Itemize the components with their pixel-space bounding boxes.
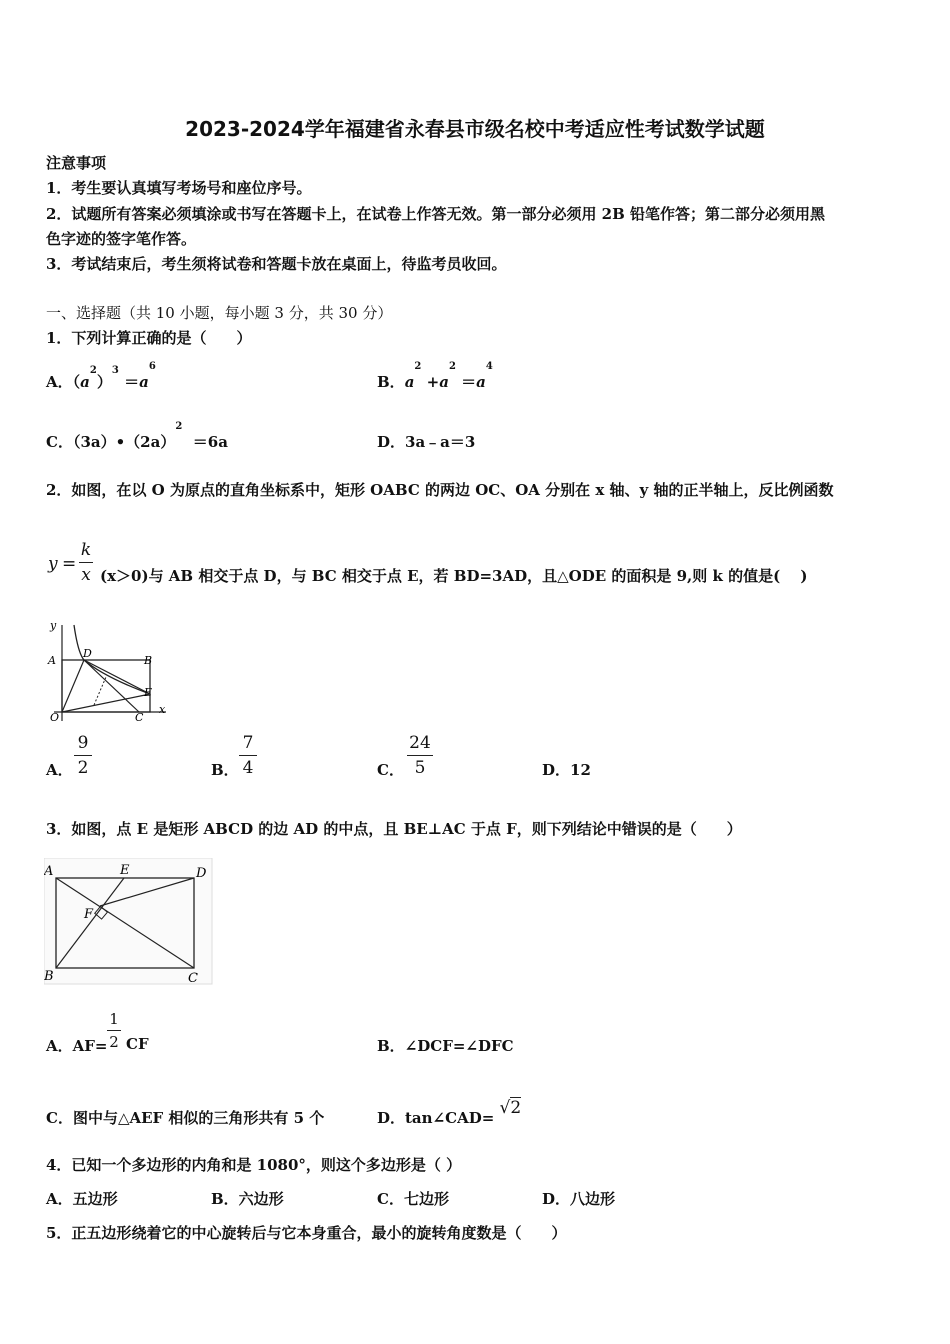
q1-option-c: C．$(3a)•(2a)^2 =6a$: [46, 421, 228, 451]
q5-stem: 5．正五边形绕着它的中心旋转后与它本身重合，最小的旋转角度数是（ ）: [46, 1224, 567, 1242]
q4-option-a: A．五边形: [46, 1190, 118, 1208]
q2-option-b-label: B．: [211, 761, 239, 779]
q1-stem: 1．下列计算正确的是（ ）: [46, 329, 252, 347]
q2-line-od: [62, 660, 84, 712]
q3-option-a-tail: CF: [126, 1035, 149, 1053]
q3-label-e: E: [120, 863, 130, 878]
page-title: 2023-2024学年福建省永春县市级名校中考适应性考试数学试题: [185, 117, 765, 141]
q3-label-a: A: [44, 864, 54, 879]
q4-option-d: D．八边形: [542, 1190, 616, 1208]
q2-label-e: E: [144, 686, 153, 699]
q2-label-b: B: [144, 654, 153, 667]
section-heading: 一、选择题（共 10 小题，每小题 3 分，共 30 分）: [46, 304, 393, 322]
q3-option-a-fraction: 1 2: [107, 1010, 121, 1051]
q2-line-de: [84, 660, 150, 694]
q2-label-o: O: [50, 711, 60, 724]
q2-rectangle: [62, 660, 153, 712]
q2-option-c-fraction: 24 5: [407, 733, 433, 778]
q3-stem: 3．如图，点 E 是矩形 ABCD 的边 AD 的中点，且 BE⊥AC 于点 F，则下列结论中错误的是（ ）: [46, 820, 742, 838]
q1-option-d: D．3a﹣a＝3: [377, 433, 476, 451]
q3-label-d: D: [196, 866, 207, 881]
notice-item-2: 2．试题所有答案必须填涂或书写在答题卡上，在试卷上作答无效。第一部分必须用 2B 铅笔作答；第二部分必须用黑: [46, 205, 826, 223]
q3-figure: [44, 858, 216, 988]
q3-label-b: B: [44, 969, 54, 984]
q2-label-a: A: [48, 654, 56, 667]
q3-label-c: C: [188, 971, 198, 986]
q1-option-a: A．$(a^2)^3 =a^6$: [46, 361, 156, 391]
q3-option-c: C．图中与△AEF 相似的三角形共有 5 个: [46, 1109, 325, 1127]
notice-item-3: 3．考试结束后，考生须将试卷和答题卡放在桌面上，待监考员收回。: [46, 255, 507, 273]
q4-stem: 4．已知一个多边形的内角和是 1080°，则这个多边形是（ ）: [46, 1156, 462, 1174]
q4-option-c: C．七边形: [377, 1190, 449, 1208]
q2-label-x: x: [159, 703, 166, 716]
q2-label-d: D: [83, 647, 92, 660]
q2-option-c-label: C．: [377, 761, 404, 779]
q2-option-d: D．12: [542, 761, 591, 779]
q3-label-f: F: [84, 907, 94, 922]
q2-option-a-fraction: 9 2: [74, 733, 92, 778]
q1-option-b: B．$a^2 +a^2 =a^4$: [377, 361, 493, 391]
q2-figure: [44, 617, 174, 725]
notice-item-2-cont: 色字迹的签字笔作答。: [46, 230, 197, 248]
q2-stem: 2．如图，在以 O 为原点的直角坐标系中，矩形 OABC 的两边 OC、OA 分别在 x 轴、y 轴的正半轴上，反比例函数: [46, 481, 834, 499]
q2-stem-continued: (x＞0)与 AB 相交于点 D，与 BC 相交于点 E，若 BD=3AD，且△ODE 的面积是 9,则 k 的值是( ): [100, 567, 808, 585]
q2-dashed-line: [94, 677, 106, 705]
q3-option-a-label: A．AF=: [46, 1037, 108, 1055]
q2-option-a-label: A．: [46, 761, 73, 779]
q2-label-c: C: [135, 711, 144, 724]
notice-heading: 注意事项: [46, 154, 107, 172]
q3-option-b: B．∠DCF=∠DFC: [377, 1037, 514, 1055]
q2-option-b-fraction: 7 4: [239, 733, 257, 778]
q2-label-y: y: [50, 619, 57, 632]
notice-item-1: 1．考生要认真填写考场号和座位序号。: [46, 179, 312, 197]
q3-option-d: D．tan∠CAD= √2: [377, 1098, 522, 1127]
q4-option-b: B．六边形: [211, 1190, 284, 1208]
